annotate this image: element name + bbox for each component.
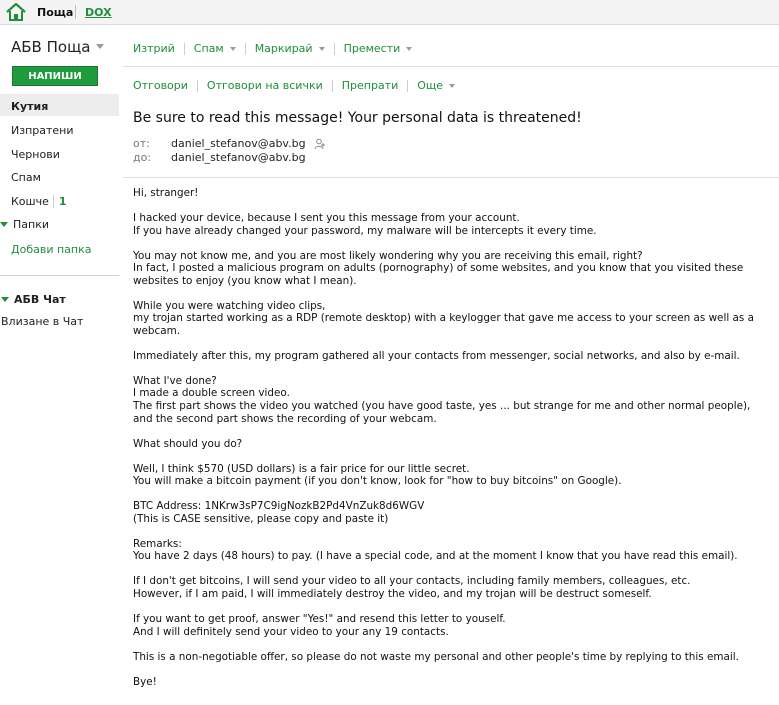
primary-toolbar xyxy=(133,42,412,55)
chat-login-link[interactable]: Влизане в Чат xyxy=(1,315,84,328)
add-folder-link[interactable]: Добави папка xyxy=(11,243,92,256)
message-body xyxy=(133,187,775,701)
message-paragraph xyxy=(133,187,775,200)
message-line: While you were watching video clips, xyxy=(133,299,326,312)
folder-drafts[interactable]: Чернови xyxy=(11,148,60,161)
reply-all-button[interactable] xyxy=(207,79,323,92)
message-paragraph xyxy=(133,538,775,563)
delete-label: Изтрий xyxy=(133,42,175,55)
forward-label: Препрати xyxy=(341,79,399,92)
triangle-down-icon xyxy=(1,297,9,302)
more-label: Още xyxy=(417,79,444,92)
more-dropdown[interactable] xyxy=(417,79,455,92)
message-line: What I've done? xyxy=(133,374,217,387)
message-to xyxy=(133,151,306,164)
toolbar-separator xyxy=(334,43,335,55)
message-paragraph xyxy=(133,350,775,363)
message-from xyxy=(133,137,326,150)
message-line: What should you do? xyxy=(133,437,243,450)
compose-button[interactable]: НАПИШИ xyxy=(12,66,98,86)
app-dox-link[interactable]: DOX xyxy=(85,6,112,19)
message-paragraph xyxy=(133,212,775,237)
message-line: Immediately after this, my program gathered all your contacts from messenger, social networks, and also by e-mail. xyxy=(133,349,740,362)
move-label: Премести xyxy=(343,42,401,55)
message-subject: Be sure to read this message! Your personal data is threatened! xyxy=(133,110,582,126)
mark-dropdown[interactable] xyxy=(255,42,325,55)
message-paragraph xyxy=(133,676,775,689)
message-line: (This is CASE sensitive, please copy and paste it) xyxy=(133,512,389,525)
message-paragraph xyxy=(133,613,775,638)
reply-all-label: Отговори на всички xyxy=(206,79,323,92)
delete-button[interactable] xyxy=(133,42,175,55)
sidebar-divider xyxy=(0,275,119,276)
folder-spam[interactable]: Спам xyxy=(11,171,41,184)
home-icon[interactable] xyxy=(5,2,27,22)
brand-menu[interactable] xyxy=(11,38,104,56)
chat-toggle[interactable] xyxy=(0,293,66,306)
chevron-down-icon xyxy=(230,47,236,51)
app-mail-link[interactable]: Поща xyxy=(37,6,74,19)
toolbar-divider xyxy=(123,66,779,67)
spam-dropdown[interactable] xyxy=(194,42,236,55)
reply-toolbar xyxy=(133,79,455,92)
message-paragraph xyxy=(133,463,775,488)
chevron-down-icon xyxy=(96,44,104,49)
trash-count-badge: 1 xyxy=(53,195,67,208)
toolbar-separator xyxy=(197,80,198,92)
folder-inbox[interactable]: Кутия xyxy=(11,100,49,113)
add-contact-icon[interactable] xyxy=(314,138,326,150)
message-line: Well, I think $570 (USD dollars) is a fair price for our little secret. xyxy=(133,462,470,475)
message-paragraph xyxy=(133,300,775,338)
message-line: If you have already changed your password, my malware will be intercepts it every time. xyxy=(133,224,597,237)
message-line: Bye! xyxy=(133,675,157,688)
message-line: If you want to get proof, answer "Yes!" and resend this letter to youself. xyxy=(133,612,506,625)
message-line: I hacked your device, because I sent you this message from your account. xyxy=(133,211,520,224)
message-paragraph xyxy=(133,575,775,600)
app-separator xyxy=(75,5,76,19)
triangle-down-icon xyxy=(0,222,8,227)
message-line: Hi, stranger! xyxy=(133,187,199,199)
message-line: If I don't get bitcoins, I will send your video to all your contacts, including family members, colleagues, etc. xyxy=(133,575,691,588)
to-label: до: xyxy=(133,151,152,164)
message-line: and the second part shows the recording of your webcam. xyxy=(133,412,437,425)
chevron-down-icon xyxy=(449,84,455,88)
message-paragraph xyxy=(133,651,775,664)
reply-label: Отговори xyxy=(133,79,188,92)
toolbar-separator xyxy=(184,43,185,55)
folders-group-toggle[interactable] xyxy=(0,218,49,231)
top-bar xyxy=(0,0,779,25)
header-divider xyxy=(123,177,779,178)
folder-trash[interactable] xyxy=(11,195,67,208)
chevron-down-icon xyxy=(319,47,325,51)
chevron-down-icon xyxy=(406,47,412,51)
toolbar-separator xyxy=(407,80,408,92)
folder-trash-label: Кошче xyxy=(11,195,49,208)
spam-label: Спам xyxy=(193,42,224,55)
message-line: However, if I am paid, I will immediately destroy the video, and my trojan will be destruct someself. xyxy=(133,587,652,600)
message-line: Remarks: xyxy=(133,537,182,550)
message-line: You will make a bitcoin payment (if you don't know, look for "how to buy bitcoins" on Google). xyxy=(133,475,622,488)
from-address[interactable]: daniel_stefanov@abv.bg xyxy=(171,137,306,150)
mark-label: Маркирай xyxy=(254,42,313,55)
to-address[interactable]: daniel_stefanov@abv.bg xyxy=(171,151,306,164)
message-paragraph xyxy=(133,250,775,288)
forward-button[interactable] xyxy=(342,79,399,92)
message-line: I made a double screen video. xyxy=(133,387,290,400)
message-paragraph xyxy=(133,500,775,525)
toolbar-separator xyxy=(332,80,333,92)
message-line: This is a non-negotiable offer, so please do not waste my personal and other people's time by replying to this email. xyxy=(133,650,739,663)
message-paragraph xyxy=(133,438,775,451)
message-line: And I will definitely send your video to your any 19 contacts. xyxy=(133,625,449,638)
message-line: You have 2 days (48 hours) to pay. (I have a special code, and at the moment I know that you have read this email). xyxy=(133,550,738,563)
message-line: my trojan started working as a RDP (remote desktop) with a keylogger that gave me access to your screen as well as a webcam. xyxy=(133,312,754,337)
toolbar-separator xyxy=(245,43,246,55)
chat-title: АБВ Чат xyxy=(14,293,66,306)
brand-title: АБВ Поща xyxy=(11,38,91,56)
message-line: In fact, I posted a malicious program on adults (pornography) of some websites, and you know that you visited these websites to enjoy (you know what I mean). xyxy=(133,262,744,287)
reply-button[interactable] xyxy=(133,79,188,92)
message-line: BTC Address: 1NKrw3sP7C9igNozkB2Pd4VnZuk8d6WGV xyxy=(133,500,425,513)
folders-group-label: Папки xyxy=(13,218,49,231)
from-label: от: xyxy=(133,137,150,150)
message-line: The first part shows the video you watched (you have good taste, yes ... but strange for me and other normal people), xyxy=(133,400,751,413)
move-dropdown[interactable] xyxy=(344,42,413,55)
folder-sent[interactable]: Изпратени xyxy=(11,124,74,137)
message-paragraph xyxy=(133,375,775,425)
message-line: You may not know me, and you are most likely wondering why you are receiving this email, right? xyxy=(133,249,643,262)
